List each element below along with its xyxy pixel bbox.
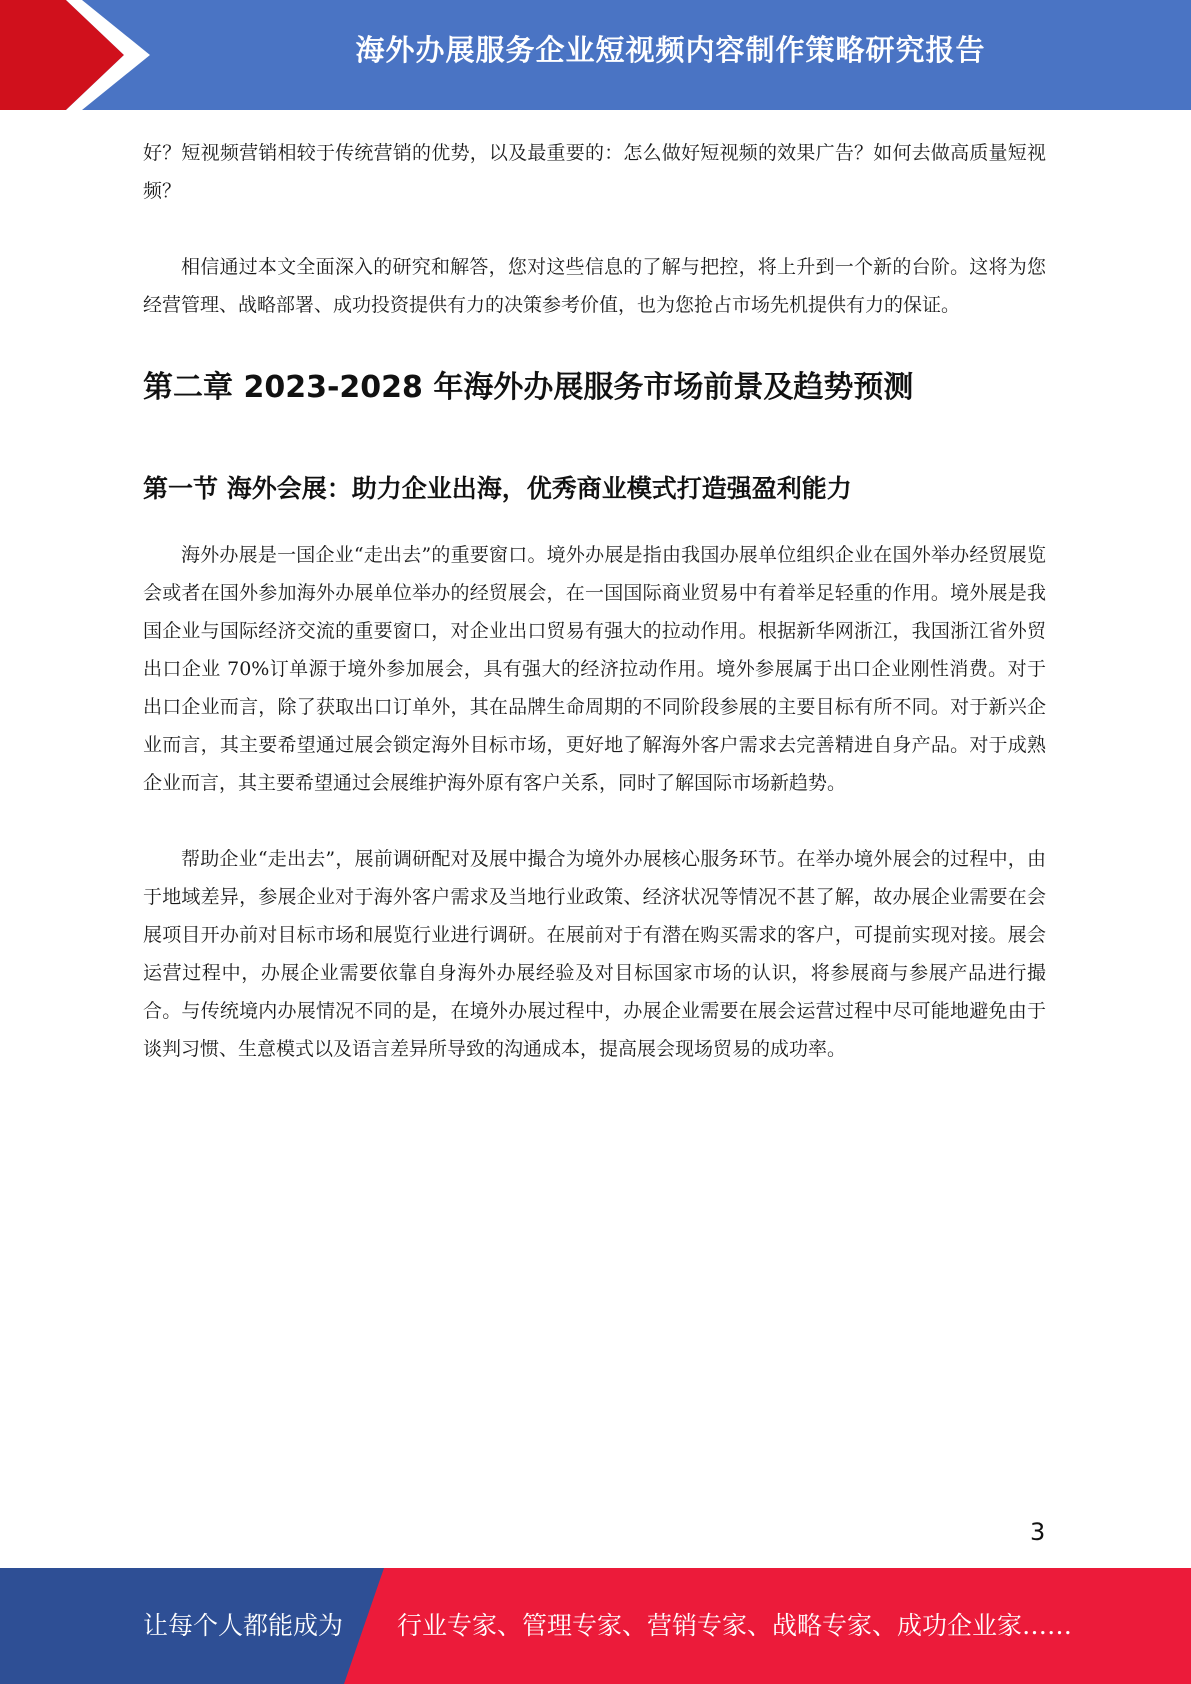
header-arrow-decoration <box>0 0 160 110</box>
page-header <box>0 0 1191 110</box>
footer-slogan-right: 行业专家、管理专家、营销专家、战略专家、成功企业家…… <box>397 1611 1073 1640</box>
section-paragraph-2: 帮助企业“走出去”，展前调研配对及展中撮合为境外办展核心服务环节。在举办境外展会的过程中，由于地域差异，参展企业对于海外客户需求及当地行业政策、经济状况等情况不甚了解，故办展企业需要在会展项目开办前对目标市场和展览行业进行调研。在展前对于有潜在购买需求的客户，可提前实现对接。展会运营过程中，办展企业需要依靠自身海外办展经验及对目标国家市场的认识，将参展商与参展产品进行撮合。与传统境内办展情况不同的是，在境外办展过程中，办展企业需要在展会运营过程中尽可能地避免由于谈判习惯、生意模式以及语言差异所导致的沟通成本，提高展会现场贸易的成功率。 <box>143 848 1046 1060</box>
page-footer <box>0 1568 1191 1684</box>
section-paragraph-1: 海外办展是一国企业“走出去”的重要窗口。境外办展是指由我国办展单位组织企业在国外举办经贸展览会或者在国外参加海外办展单位举办的经贸展会，在一国国际商业贸易中有着举足轻重的作用。境外展是我国企业与国际经济交流的重要窗口，对企业出口贸易有强大的拉动作用。根据新华网浙江，我国浙江省外贸出口企业 70%订单源于境外参加展会，具有强大的经济拉动作用。境外参展属于出口企业刚性消费。对于出口企业而言，除了获取出口订单外，其在品牌生命周期的不同阶段参展的主要目标有所不同。对于新兴企业而言，其主要希望通过展会锁定海外目标市场，更好地了解海外客户需求去完善精进自身产品。对于成熟企业而言，其主要希望通过会展维护海外原有客户关系，同时了解国际市场新趋势。 <box>143 544 1046 794</box>
section-title: 第一节 海外会展：助力企业出海，优秀商业模式打造强盈利能力 <box>143 474 852 503</box>
page-number: 3 <box>1030 1518 1046 1546</box>
footer-slogan-left: 让每个人都能成为 <box>143 1611 344 1640</box>
chapter-title: 第二章 2023-2028 年海外办展服务市场前景及趋势预测 <box>143 370 914 405</box>
document-body <box>143 134 1046 1068</box>
report-title: 海外办展服务企业短视频内容制作策略研究报告 <box>355 33 986 67</box>
intro-paragraph-1: 好？短视频营销相较于传统营销的优势，以及最重要的：怎么做好短视频的效果广告？如何去做高质量短视频？ <box>143 142 1046 202</box>
intro-paragraph-2: 相信通过本文全面深入的研究和解答，您对这些信息的了解与把控，将上升到一个新的台阶。这将为您经营管理、战略部署、成功投资提供有力的决策参考价值，也为您抢占市场先机提供有力的保证。 <box>143 256 1046 316</box>
